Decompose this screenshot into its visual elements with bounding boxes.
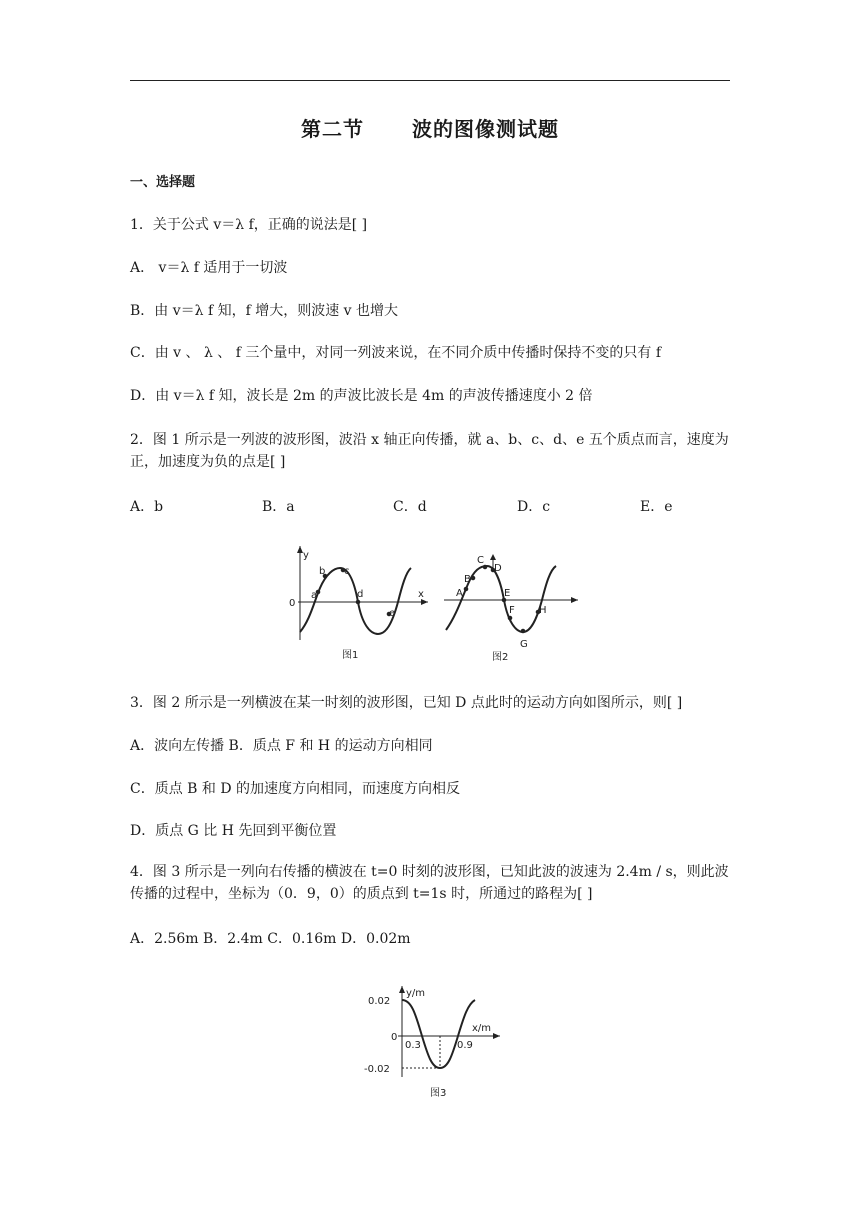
q3-stem: 3．图 2 所示是一列横波在某一时刻的波形图，已知 D 点此时的运动方向如图所示，则[ ] <box>130 695 683 711</box>
figures-1-2 <box>280 540 590 670</box>
fig1-point-e: e <box>389 608 396 619</box>
q1-stem: 1．关于公式 v＝λ f，正确的说法是[ ] <box>130 217 368 233</box>
q4-stem: 4．图 3 所示是一列向右传播的横波在 t=0 时刻的波形图，已知此波的波速为 2.4m / s，则此波传播的过程中，坐标为（0．9，0）的质点到 t=1s 时，所通过的路程为[ ] <box>130 864 729 902</box>
fig2-point-g: G <box>520 639 528 650</box>
fig1-y-label: y <box>303 550 309 561</box>
section-heading: 一、选择题 <box>130 175 196 190</box>
q3-option-ab: A．波向左传播 B．质点 F 和 H 的运动方向相同 <box>130 738 433 754</box>
fig2-point-c: C <box>477 555 484 566</box>
fig1-x-label: x <box>418 589 424 600</box>
fig3-y-label: y/m <box>406 988 426 999</box>
q1-option-a: A． v＝λ f 适用于一切波 <box>130 260 288 276</box>
q1-option-c: C．由 v 、 λ 、 f 三个量中，对同一列波来说，在不同介质中传播时保持不变的只有 f <box>130 345 662 361</box>
q2-stem: 2．图 1 所示是一列波的波形图，波沿 x 轴正向传播，就 a、b、c、d、e 五个质点而言，速度为正，加速度为负的点是[ ] <box>130 432 729 470</box>
fig1-caption: 图1 <box>342 650 359 661</box>
fig2-caption: 图2 <box>492 652 509 663</box>
q2-option-a: A．b <box>130 499 164 515</box>
page-title <box>0 113 860 142</box>
title-section: 第二节 <box>301 117 364 141</box>
fig3-y-tick-zero: 0 <box>391 1032 398 1043</box>
fig2-point-f: F <box>509 605 515 616</box>
q3-option-c: C．质点 B 和 D 的加速度方向相同，而速度方向相反 <box>130 781 461 797</box>
q4-options: A．2.56m B．2.4m C．0.16m D．0.02m <box>130 931 411 947</box>
fig2-point-a: A <box>456 588 463 599</box>
figure-3 <box>360 982 510 1100</box>
q2-option-d: D．c <box>517 499 551 515</box>
header-rule <box>130 80 730 81</box>
fig1-origin: 0 <box>289 598 296 609</box>
q1-option-d: D．由 v＝λ f 知，波长是 2m 的声波比波长是 4m 的声波传播速度小 2 倍 <box>130 388 593 404</box>
q2-option-b: B．a <box>262 499 295 515</box>
fig2-point-h: H <box>539 605 547 616</box>
q3-option-d: D．质点 G 比 H 先回到平衡位置 <box>130 823 337 839</box>
fig1-point-d: d <box>357 589 364 600</box>
fig1-point-b: b <box>319 566 326 577</box>
fig3-caption: 图3 <box>430 1088 447 1099</box>
fig2-point-d: D <box>494 563 502 574</box>
title-name: 波的图像测试题 <box>412 117 559 141</box>
q2-option-c: C．d <box>393 499 427 515</box>
fig1-point-a: a <box>311 590 318 601</box>
fig3-x-tick-03: 0.3 <box>405 1040 421 1051</box>
fig3-x-label: x/m <box>472 1023 492 1034</box>
fig3-y-tick-top: 0.02 <box>368 996 391 1007</box>
fig2-point-b: B <box>464 574 471 585</box>
q1-option-b: B．由 v＝λ f 知，f 增大，则波速 v 也增大 <box>130 303 399 319</box>
fig1-point-c: c <box>344 566 350 577</box>
fig2-point-e: E <box>504 588 511 599</box>
figure-2 <box>444 554 578 633</box>
fig3-x-tick-09: 0.9 <box>457 1040 473 1051</box>
q2-option-e: E．e <box>640 499 673 515</box>
fig3-y-tick-bottom: -0.02 <box>364 1064 390 1075</box>
